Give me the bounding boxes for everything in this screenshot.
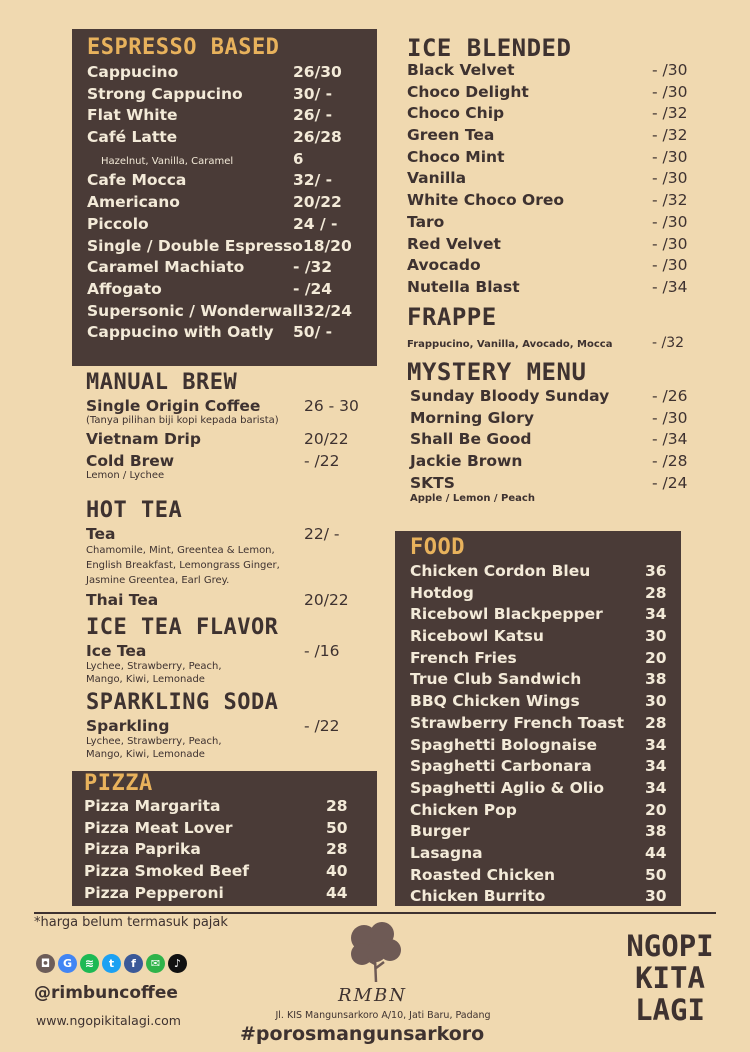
address: Jl. KIS Mangunsarkoro A/10, Jati Baru, Padang (275, 1010, 491, 1021)
pizza-title: PIZZA (84, 771, 153, 796)
item-price: 20 (645, 648, 667, 667)
list-item (407, 148, 692, 170)
list-item (87, 85, 363, 107)
item-price: 28 (645, 583, 667, 602)
footer-divider (34, 912, 716, 914)
item-price: - /32 (652, 126, 688, 145)
espresso-title: ESPRESSO BASED (87, 35, 280, 60)
item-name: Burger (410, 822, 470, 841)
ice-blended-title: ICE BLENDED (407, 34, 572, 62)
frappe-title: FRAPPE (407, 303, 497, 331)
list-item (410, 735, 667, 758)
hashtag: #porosmangunsarkoro (240, 1023, 485, 1045)
slogan (625, 930, 715, 1026)
item-price: 30 (645, 627, 667, 646)
item-note: Jasmine Greentea, Earl Grey. (86, 575, 230, 586)
food-list (410, 562, 667, 909)
item-name: Cold Brew (86, 452, 175, 470)
list-item (407, 104, 692, 126)
list-item (86, 525, 376, 545)
soda-title: SPARKLING SODA (86, 690, 279, 715)
item-name: Taro (407, 212, 445, 231)
list-item (410, 800, 667, 823)
item-price: 32/ - (293, 171, 333, 190)
item-name: Pizza Paprika (84, 840, 201, 859)
item-name: Sunday Bloody Sunday (410, 387, 610, 405)
list-item (87, 280, 363, 302)
item-price: 50/ - (293, 323, 333, 342)
item-name: Single Origin Coffee (86, 397, 261, 415)
item-name: Caramel Machiato (87, 258, 245, 277)
item-name: Cappucino with Oatly (87, 323, 274, 342)
item-name: Cappucino (87, 63, 179, 81)
item-price: 6 (293, 149, 304, 168)
list-item (87, 193, 363, 215)
item-price: 28 (326, 840, 348, 859)
item-note: English Breakfast, Lemongrass Ginger, (86, 560, 280, 571)
item-name: French Fries (410, 648, 517, 667)
item-name: True Club Sandwich (410, 670, 582, 689)
list-item (87, 128, 363, 150)
item-name: Strawberry French Toast (410, 713, 625, 732)
list-item (410, 822, 667, 844)
list-item (410, 648, 667, 671)
item-price: - /30 (652, 61, 688, 79)
item-name: Choco Mint (407, 147, 505, 166)
item-name: Chicken Pop (410, 800, 517, 819)
item-price: - /30 (652, 169, 688, 188)
list-item (87, 237, 363, 259)
list-item (84, 840, 348, 862)
soda-section (86, 692, 376, 761)
item-name: Avocado (407, 256, 481, 275)
item-price: - /32 (652, 104, 688, 123)
item-name: White Choco Oreo (407, 191, 565, 210)
list-item (410, 562, 667, 584)
item-price: - /34 (652, 277, 688, 296)
item-price: 34 (645, 778, 667, 797)
item-price: 28 (326, 797, 348, 815)
espresso-section (72, 29, 377, 366)
item-price: 30 (645, 887, 667, 906)
item-price: 40 (326, 862, 348, 881)
item-name: Pizza Meat Lover (84, 818, 233, 837)
item-price: - /24 (293, 279, 333, 298)
mystery-title: MYSTERY MENU (407, 358, 587, 386)
instagram-icon[interactable]: ◘ (36, 954, 55, 973)
ice-blended-list (407, 61, 692, 300)
list-item (407, 278, 692, 300)
item-name: Piccolo (87, 214, 149, 233)
item-price: 44 (326, 883, 348, 902)
item-name: Vietnam Drip (86, 430, 201, 448)
item-name: Choco Chip (407, 104, 505, 123)
item-price: 30/ - (293, 84, 333, 103)
list-item (410, 627, 667, 649)
item-price: - /22 (304, 452, 340, 470)
ice-blended-section (407, 36, 692, 300)
item-price: 38 (645, 670, 667, 689)
item-price: - /28 (652, 452, 688, 471)
item-name: Ice Tea (86, 642, 147, 660)
list-item (87, 323, 363, 345)
item-price: - /26 (652, 387, 688, 405)
item-price: 28 (645, 713, 667, 732)
item-note: Mango, Kiwi, Lemonade (86, 674, 205, 685)
list-item (87, 171, 363, 193)
item-price: 30 (645, 692, 667, 711)
list-item (410, 887, 667, 909)
list-item (407, 169, 692, 191)
item-name: Chicken Burrito (410, 887, 546, 906)
item-name: Single / Double Espresso (87, 236, 303, 255)
pizza-list (84, 797, 348, 905)
item-price: - /30 (652, 147, 688, 166)
twitter-icon[interactable]: t (102, 954, 121, 973)
item-name: Hotdog (410, 583, 474, 602)
item-name: Sparkling (86, 717, 170, 735)
item-name: Nutella Blast (407, 277, 520, 296)
tree-logo-icon (340, 918, 410, 988)
item-price: 26/30 (293, 63, 342, 81)
item-price: 26/ - (293, 106, 333, 125)
item-price: 34 (645, 757, 667, 776)
item-price: 20 (645, 800, 667, 819)
list-item (410, 778, 667, 801)
list-item (86, 717, 376, 737)
social-icons (36, 954, 187, 973)
item-price: 36 (645, 562, 667, 580)
item-price: - /30 (652, 212, 688, 231)
item-note: Lemon / Lychee (86, 470, 165, 481)
item-price: - /34 (652, 430, 688, 449)
item-name: Americano (87, 193, 180, 212)
list-item (410, 843, 667, 866)
item-price: - /32 (652, 191, 688, 210)
mystery-list (407, 387, 692, 495)
item-name: Pizza Pepperoni (84, 883, 224, 902)
list-item (407, 83, 692, 105)
item-note: (Tanya pilihan biji kopi kepada barista) (86, 415, 279, 426)
list-item (84, 862, 348, 884)
item-price: - /30 (652, 234, 688, 253)
item-name: Lasagna (410, 843, 483, 862)
list-item (407, 430, 692, 452)
item-name: Roasted Chicken (410, 865, 556, 884)
list-item (87, 215, 363, 237)
list-item (84, 797, 348, 819)
item-name: Pizza Smoked Beef (84, 862, 250, 881)
item-price: - /30 (652, 408, 688, 427)
list-item (86, 591, 376, 611)
item-price: 20/22 (304, 430, 349, 448)
item-price: 24 / - (293, 214, 338, 233)
item-name: Green Tea (407, 126, 495, 145)
line-icon[interactable]: ✉ (146, 954, 165, 973)
frappe-row (407, 335, 692, 351)
item-note: Lychee, Strawberry, Peach, (86, 661, 222, 672)
item-name: Spaghetti Aglio & Olio (410, 778, 605, 797)
facebook-icon[interactable]: f (124, 954, 143, 973)
list-item (410, 605, 667, 627)
manual-brew-title: MANUAL BREW (86, 370, 238, 395)
spotify-icon[interactable]: ≋ (80, 954, 99, 973)
item-name: Cafe Mocca (87, 171, 187, 190)
frappe-flavors: Frappucino, Vanilla, Avocado, Mocca (407, 339, 613, 350)
list-item (87, 258, 363, 280)
item-name: Ricebowl Blackpepper (410, 605, 603, 624)
item-name: Black Velvet (407, 61, 515, 79)
list-item (410, 865, 667, 888)
manual-brew-section (86, 372, 376, 482)
item-name: Affogato (87, 279, 162, 298)
pizza-section (72, 771, 377, 906)
item-price: 44 (645, 843, 667, 862)
item-name: Ricebowl Katsu (410, 627, 544, 646)
item-name: Thai Tea (86, 591, 159, 609)
list-item (87, 302, 363, 324)
item-price: - /22 (304, 717, 340, 735)
item-price: 32/24 (303, 301, 353, 320)
item-name: Tea (86, 525, 116, 543)
list-item (410, 670, 667, 692)
frappe-section (407, 305, 692, 351)
item-name: Shall Be Good (410, 430, 532, 449)
item-note: Lychee, Strawberry, Peach, (86, 736, 222, 747)
item-name: Hazelnut, Vanilla, Caramel (101, 155, 234, 167)
list-item (84, 883, 348, 906)
slogan-line: KITA (635, 961, 705, 995)
list-item (87, 63, 363, 85)
item-name: Pizza Margarita (84, 797, 221, 815)
hot-tea-title: HOT TEA (86, 498, 183, 523)
item-name: Morning Glory (410, 408, 535, 427)
frappe-price: - /32 (652, 335, 685, 351)
list-item (87, 150, 363, 172)
item-price: - /30 (652, 82, 688, 101)
list-item (407, 126, 692, 148)
item-price: 34 (645, 735, 667, 754)
list-item (84, 818, 348, 841)
list-item (407, 191, 692, 213)
item-name: Vanilla (407, 169, 467, 188)
google-icon[interactable]: G (58, 954, 77, 973)
item-price: 50 (326, 818, 348, 837)
item-price: - /30 (652, 256, 688, 275)
list-item (407, 235, 692, 257)
list-item (410, 692, 667, 714)
item-note: Mango, Kiwi, Lemonade (86, 749, 205, 760)
list-item (407, 61, 692, 83)
item-price: 22/ - (304, 525, 340, 543)
item-name: Jackie Brown (410, 452, 523, 471)
list-item (407, 256, 692, 278)
tiktok-icon[interactable]: ♪ (168, 954, 187, 973)
ice-tea-title: ICE TEA FLAVOR (86, 615, 279, 640)
item-name: Choco Delight (407, 82, 529, 101)
list-item (87, 106, 363, 128)
item-name: Supersonic / Wonderwall (87, 301, 304, 320)
item-name: Chicken Cordon Bleu (410, 562, 591, 580)
list-item (407, 452, 692, 474)
item-name: Red Velvet (407, 234, 501, 253)
list-item (407, 409, 692, 431)
item-price: 18/20 (302, 236, 352, 255)
hot-tea-section (86, 500, 376, 611)
list-item (86, 430, 376, 450)
ice-tea-section (86, 617, 376, 686)
item-name: SKTS (410, 473, 455, 492)
item-name: Spaghetti Bolognaise (410, 735, 597, 754)
item-price: 20/22 (304, 591, 349, 609)
item-name: Strong Cappucino (87, 84, 243, 103)
slogan-line: LAGI (635, 993, 705, 1027)
item-price: 38 (645, 822, 667, 841)
social-handle[interactable]: @rimbuncoffee (34, 983, 178, 1003)
logo-text: RMBN (338, 985, 407, 1006)
item-price: 26 - 30 (304, 397, 359, 415)
item-price: 20/22 (293, 193, 342, 212)
slogan-line: NGOPI (626, 929, 714, 963)
item-price: - /16 (304, 642, 340, 660)
website-link[interactable]: www.ngopikitalagi.com (36, 1013, 181, 1028)
food-section (395, 531, 681, 906)
list-item (407, 213, 692, 235)
list-item (407, 387, 692, 409)
item-price: 34 (645, 605, 667, 624)
item-name: Spaghetti Carbonara (410, 757, 592, 776)
item-price: 50 (645, 865, 667, 884)
list-item (410, 713, 667, 736)
tax-note: *harga belum termasuk pajak (34, 915, 228, 930)
mystery-section (407, 360, 692, 505)
espresso-list (87, 63, 363, 345)
item-note: Chamomile, Mint, Greentea & Lemon, (86, 545, 275, 556)
item-price: 26/28 (293, 128, 342, 147)
list-item (410, 583, 667, 606)
food-title: FOOD (410, 535, 465, 560)
item-name: Flat White (87, 106, 178, 125)
item-price: - /24 (652, 473, 688, 492)
item-name: BBQ Chicken Wings (410, 692, 580, 711)
list-item (86, 642, 376, 662)
item-price: - /32 (293, 258, 333, 277)
item-name: Café Latte (87, 128, 178, 147)
list-item (410, 757, 667, 779)
skts-note: Apple / Lemon / Peach (410, 493, 535, 505)
